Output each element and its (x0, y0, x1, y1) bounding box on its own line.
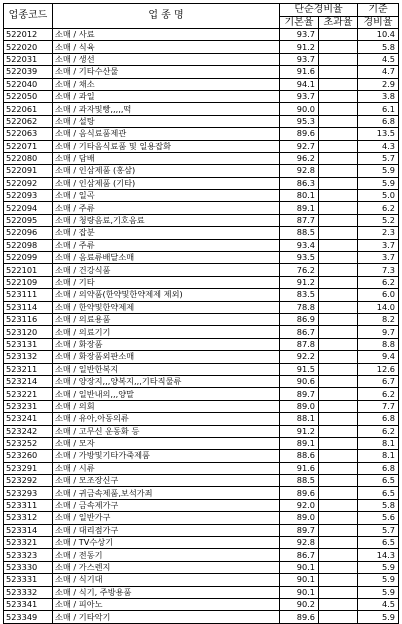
cell-over-rate (319, 190, 358, 202)
cell-over-rate (319, 598, 358, 610)
cell-base-rate: 91.2 (280, 41, 319, 53)
cell-standard-rate: 6.7 (358, 375, 399, 387)
cell-standard-rate: 5.7 (358, 524, 399, 536)
table-row (4, 152, 399, 164)
cell-over-rate (319, 537, 358, 549)
cell-code: 522109 (4, 276, 53, 288)
table-row (4, 90, 399, 102)
cell-name: 소매 / 채소 (53, 78, 280, 90)
cell-over-rate (319, 301, 358, 313)
cell-name: 소매 / 대리점가구 (53, 524, 280, 536)
table-row (4, 487, 399, 499)
cell-name: 소매 / 귀금속제품,보석가죄 (53, 487, 280, 499)
cell-code: 522095 (4, 214, 53, 226)
cell-code: 522031 (4, 53, 53, 65)
cell-code: 523292 (4, 475, 53, 487)
cell-code: 523331 (4, 574, 53, 586)
cell-name: 소매 / 생선 (53, 53, 280, 65)
cell-over-rate (319, 524, 358, 536)
cell-standard-rate: 4.5 (358, 53, 399, 65)
cell-standard-rate: 4.5 (358, 598, 399, 610)
table-row (4, 413, 399, 425)
cell-name: 소매 / 설탕 (53, 115, 280, 127)
cell-code: 522096 (4, 227, 53, 239)
cell-base-rate: 89.1 (280, 202, 319, 214)
cell-name: 소매 / 인삼제품 (홍삼) (53, 165, 280, 177)
cell-standard-rate: 6.5 (358, 475, 399, 487)
cell-base-rate: 93.4 (280, 239, 319, 251)
cell-name: 소매 / 주류 (53, 202, 280, 214)
cell-name: 소매 / 화장품외판소매 (53, 351, 280, 363)
cell-code: 523116 (4, 313, 53, 325)
table-row (4, 462, 399, 474)
cell-standard-rate: 5.9 (358, 574, 399, 586)
cell-over-rate (319, 499, 358, 511)
cell-over-rate (319, 425, 358, 437)
table-row (4, 611, 399, 623)
cell-name: 소매 / 의료기기 (53, 326, 280, 338)
cell-standard-rate: 6.0 (358, 289, 399, 301)
cell-base-rate: 89.0 (280, 400, 319, 412)
cell-code: 523131 (4, 338, 53, 350)
cell-base-rate: 90.6 (280, 375, 319, 387)
cell-name: 소매 / 사료 (53, 29, 280, 41)
table-row (4, 202, 399, 214)
cell-standard-rate: 8.1 (358, 437, 399, 449)
table-row (4, 252, 399, 264)
cell-code: 523349 (4, 611, 53, 623)
table-row (4, 363, 399, 375)
table-row (4, 475, 399, 487)
cell-over-rate (319, 574, 358, 586)
cell-over-rate (319, 561, 358, 573)
cell-over-rate (319, 475, 358, 487)
cell-code: 523332 (4, 586, 53, 598)
cell-code: 523252 (4, 437, 53, 449)
cell-over-rate (319, 450, 358, 462)
cell-name: 소매 / 인삼제품 (기타) (53, 177, 280, 189)
cell-over-rate (319, 41, 358, 53)
cell-name: 소매 / 식육 (53, 41, 280, 53)
cell-base-rate: 91.6 (280, 66, 319, 78)
cell-base-rate: 86.9 (280, 313, 319, 325)
table-row (4, 41, 399, 53)
cell-code: 523312 (4, 512, 53, 524)
table-row (4, 537, 399, 549)
cell-code: 522061 (4, 103, 53, 115)
table-row (4, 388, 399, 400)
cell-name: 소매 / 일반가구 (53, 512, 280, 524)
table-row (4, 313, 399, 325)
cell-code: 523314 (4, 524, 53, 536)
cell-standard-rate: 3.7 (358, 239, 399, 251)
cell-standard-rate: 4.3 (358, 140, 399, 152)
table-row (4, 301, 399, 313)
cell-base-rate: 83.5 (280, 289, 319, 301)
table-row (4, 499, 399, 511)
cell-standard-rate: 8.2 (358, 313, 399, 325)
cell-standard-rate: 14.3 (358, 549, 399, 561)
cell-standard-rate: 3.8 (358, 90, 399, 102)
table-row (4, 128, 399, 140)
cell-over-rate (319, 400, 358, 412)
cell-base-rate: 92.8 (280, 537, 319, 549)
cell-standard-rate: 10.4 (358, 29, 399, 41)
cell-standard-rate: 12.6 (358, 363, 399, 375)
cell-standard-rate: 5.2 (358, 214, 399, 226)
cell-standard-rate: 4.7 (358, 66, 399, 78)
cell-code: 522091 (4, 165, 53, 177)
cell-name: 소매 / 한약및한약제제 (53, 301, 280, 313)
cell-code: 522020 (4, 41, 53, 53)
table-row (4, 524, 399, 536)
cell-over-rate (319, 115, 358, 127)
cell-base-rate: 92.8 (280, 165, 319, 177)
cell-over-rate (319, 152, 358, 164)
cell-name: 소매 / 의약품(한약및한약제제 제외) (53, 289, 280, 301)
cell-base-rate: 93.5 (280, 252, 319, 264)
cell-name: 소매 / 잡분 (53, 227, 280, 239)
table-row (4, 165, 399, 177)
cell-base-rate: 91.2 (280, 425, 319, 437)
cell-name: 소매 / 유아,아동의류 (53, 413, 280, 425)
cell-standard-rate: 5.9 (358, 165, 399, 177)
cell-standard-rate: 6.2 (358, 425, 399, 437)
cell-over-rate (319, 252, 358, 264)
cell-standard-rate: 5.7 (358, 152, 399, 164)
table-body (4, 29, 399, 624)
cell-name: 소매 / 양장지,,,양복지,,,기타직물류 (53, 375, 280, 387)
cell-standard-rate: 5.9 (358, 177, 399, 189)
cell-standard-rate: 5.9 (358, 586, 399, 598)
cell-base-rate: 93.7 (280, 29, 319, 41)
cell-over-rate (319, 165, 358, 177)
table-row (4, 29, 399, 41)
cell-code: 522050 (4, 90, 53, 102)
header-base-rate: 기본율 (280, 17, 319, 29)
cell-code: 522039 (4, 66, 53, 78)
cell-over-rate (319, 53, 358, 65)
cell-code: 523330 (4, 561, 53, 573)
cell-over-rate (319, 128, 358, 140)
cell-code: 522080 (4, 152, 53, 164)
cell-code: 522093 (4, 190, 53, 202)
cell-name: 소매 / 과자및빵,,,,,떡 (53, 103, 280, 115)
cell-code: 523132 (4, 351, 53, 363)
cell-name: 소매 / 주류 (53, 239, 280, 251)
cell-name: 소매 / 식기, 주방용품 (53, 586, 280, 598)
cell-standard-rate: 2.9 (358, 78, 399, 90)
cell-standard-rate: 6.5 (358, 487, 399, 499)
cell-standard-rate: 6.1 (358, 103, 399, 115)
cell-name: 소매 / 일곡 (53, 190, 280, 202)
expense-rate-table (3, 3, 399, 624)
cell-name: 소매 / 음료류배달소매 (53, 252, 280, 264)
cell-base-rate: 78.8 (280, 301, 319, 313)
cell-code: 523214 (4, 375, 53, 387)
cell-code: 523241 (4, 413, 53, 425)
cell-base-rate: 86.7 (280, 549, 319, 561)
cell-base-rate: 91.5 (280, 363, 319, 375)
cell-standard-rate: 2.3 (358, 227, 399, 239)
table-row (4, 549, 399, 561)
cell-base-rate: 90.1 (280, 586, 319, 598)
cell-name: 소매 / 담배 (53, 152, 280, 164)
cell-base-rate: 89.0 (280, 512, 319, 524)
cell-base-rate: 90.2 (280, 598, 319, 610)
table-row (4, 276, 399, 288)
cell-standard-rate: 9.4 (358, 351, 399, 363)
table-row (4, 177, 399, 189)
cell-over-rate (319, 78, 358, 90)
cell-over-rate (319, 338, 358, 350)
cell-name: 소매 / 식기대 (53, 574, 280, 586)
cell-name: 소매 / 시류 (53, 462, 280, 474)
cell-standard-rate: 5.8 (358, 41, 399, 53)
cell-name: 소매 / 청량음료,기호음료 (53, 214, 280, 226)
cell-base-rate: 92.7 (280, 140, 319, 152)
cell-base-rate: 92.2 (280, 351, 319, 363)
cell-code: 523231 (4, 400, 53, 412)
cell-over-rate (319, 549, 358, 561)
cell-over-rate (319, 140, 358, 152)
header-code: 업종코드 (4, 4, 53, 29)
cell-name: 소매 / 고무신 운동화 등 (53, 425, 280, 437)
cell-name: 소매 / 일반내의,,,양말 (53, 388, 280, 400)
cell-over-rate (319, 462, 358, 474)
cell-name: 소매 / 모자 (53, 437, 280, 449)
cell-standard-rate: 6.5 (358, 537, 399, 549)
cell-code: 523291 (4, 462, 53, 474)
cell-name: 소매 / 가방및기타가죽제품 (53, 450, 280, 462)
cell-over-rate (319, 512, 358, 524)
table-row (4, 561, 399, 573)
rate-table-container (3, 3, 399, 624)
table-row (4, 586, 399, 598)
cell-base-rate: 91.6 (280, 462, 319, 474)
cell-base-rate: 93.7 (280, 90, 319, 102)
cell-name: 소매 / TV수상기 (53, 537, 280, 549)
cell-code: 523311 (4, 499, 53, 511)
cell-base-rate: 92.0 (280, 499, 319, 511)
table-row (4, 574, 399, 586)
cell-base-rate: 86.7 (280, 326, 319, 338)
table-row (4, 425, 399, 437)
cell-name: 소매 / 기타음식료품 및 일용잡화 (53, 140, 280, 152)
cell-standard-rate: 8.8 (358, 338, 399, 350)
table-row (4, 227, 399, 239)
cell-code: 523242 (4, 425, 53, 437)
cell-over-rate (319, 239, 358, 251)
table-row (4, 512, 399, 524)
cell-base-rate: 91.2 (280, 276, 319, 288)
cell-over-rate (319, 413, 358, 425)
cell-base-rate: 89.7 (280, 524, 319, 536)
cell-name: 소매 / 가스렌지 (53, 561, 280, 573)
table-row (4, 140, 399, 152)
cell-name: 소매 / 기타악기 (53, 611, 280, 623)
cell-standard-rate: 6.8 (358, 115, 399, 127)
cell-name: 소매 / 일반한복지 (53, 363, 280, 375)
cell-code: 522094 (4, 202, 53, 214)
cell-code: 522092 (4, 177, 53, 189)
cell-base-rate: 80.1 (280, 190, 319, 202)
cell-over-rate (319, 611, 358, 623)
table-row (4, 214, 399, 226)
cell-base-rate: 87.8 (280, 338, 319, 350)
cell-name: 소매 / 과일 (53, 90, 280, 102)
cell-name: 소매 / 모조장신구 (53, 475, 280, 487)
cell-name: 소매 / 의회 (53, 400, 280, 412)
cell-code: 523111 (4, 289, 53, 301)
cell-standard-rate: 5.9 (358, 611, 399, 623)
table-row (4, 78, 399, 90)
cell-base-rate: 90.1 (280, 574, 319, 586)
cell-code: 523323 (4, 549, 53, 561)
cell-code: 523211 (4, 363, 53, 375)
cell-code: 523341 (4, 598, 53, 610)
cell-standard-rate: 9.7 (358, 326, 399, 338)
table-row (4, 115, 399, 127)
table-row (4, 450, 399, 462)
cell-standard-rate: 8.1 (358, 450, 399, 462)
cell-code: 523221 (4, 388, 53, 400)
cell-code: 523120 (4, 326, 53, 338)
cell-over-rate (319, 375, 358, 387)
cell-base-rate: 89.6 (280, 611, 319, 623)
cell-base-rate: 96.2 (280, 152, 319, 164)
cell-code: 522098 (4, 239, 53, 251)
cell-code: 523114 (4, 301, 53, 313)
cell-code: 522040 (4, 78, 53, 90)
cell-base-rate: 90.0 (280, 103, 319, 115)
table-header (4, 4, 399, 29)
cell-base-rate: 93.7 (280, 53, 319, 65)
cell-over-rate (319, 289, 358, 301)
cell-base-rate: 88.5 (280, 475, 319, 487)
table-row (4, 351, 399, 363)
cell-over-rate (319, 313, 358, 325)
cell-standard-rate: 6.2 (358, 202, 399, 214)
table-row (4, 598, 399, 610)
header-simple-rate: 단순경비율 (280, 4, 358, 17)
cell-name: 소매 / 음식료품제관 (53, 128, 280, 140)
cell-standard-rate: 5.6 (358, 512, 399, 524)
cell-name: 소매 / 건강식품 (53, 264, 280, 276)
cell-over-rate (319, 90, 358, 102)
table-row (4, 190, 399, 202)
header-standard-rate-line1: 기준 (358, 4, 399, 17)
table-row (4, 289, 399, 301)
cell-over-rate (319, 202, 358, 214)
header-name: 업 종 명 (53, 4, 280, 29)
cell-base-rate: 89.6 (280, 487, 319, 499)
table-row (4, 103, 399, 115)
cell-name: 소매 / 피아노 (53, 598, 280, 610)
cell-base-rate: 94.1 (280, 78, 319, 90)
cell-base-rate: 86.3 (280, 177, 319, 189)
table-row (4, 375, 399, 387)
cell-name: 소매 / 기타수산물 (53, 66, 280, 78)
cell-over-rate (319, 227, 358, 239)
header-standard-rate-line2: 경비율 (358, 17, 399, 29)
cell-base-rate: 88.1 (280, 413, 319, 425)
cell-base-rate: 89.1 (280, 437, 319, 449)
cell-over-rate (319, 29, 358, 41)
cell-base-rate: 90.1 (280, 561, 319, 573)
cell-base-rate: 88.6 (280, 450, 319, 462)
cell-code: 523293 (4, 487, 53, 499)
table-row (4, 66, 399, 78)
table-row (4, 239, 399, 251)
cell-over-rate (319, 437, 358, 449)
cell-base-rate: 87.7 (280, 214, 319, 226)
cell-name: 소매 / 전동기 (53, 549, 280, 561)
cell-standard-rate: 3.7 (358, 252, 399, 264)
cell-over-rate (319, 264, 358, 276)
cell-standard-rate: 5.0 (358, 190, 399, 202)
cell-standard-rate: 7.7 (358, 400, 399, 412)
cell-over-rate (319, 66, 358, 78)
cell-base-rate: 89.6 (280, 128, 319, 140)
cell-base-rate: 88.5 (280, 227, 319, 239)
cell-over-rate (319, 388, 358, 400)
table-row (4, 400, 399, 412)
cell-code: 522062 (4, 115, 53, 127)
cell-over-rate (319, 214, 358, 226)
cell-over-rate (319, 586, 358, 598)
table-row (4, 437, 399, 449)
cell-code: 522012 (4, 29, 53, 41)
cell-standard-rate: 6.8 (358, 462, 399, 474)
cell-name: 소매 / 금속제가구 (53, 499, 280, 511)
cell-over-rate (319, 177, 358, 189)
cell-over-rate (319, 326, 358, 338)
cell-base-rate: 95.3 (280, 115, 319, 127)
cell-standard-rate: 7.3 (358, 264, 399, 276)
cell-base-rate: 76.2 (280, 264, 319, 276)
header-over-rate: 초과율 (319, 17, 358, 29)
table-row (4, 53, 399, 65)
cell-name: 소매 / 화장품 (53, 338, 280, 350)
table-row (4, 338, 399, 350)
table-row (4, 326, 399, 338)
cell-name: 소매 / 기타 (53, 276, 280, 288)
table-row (4, 264, 399, 276)
cell-code: 522099 (4, 252, 53, 264)
cell-base-rate: 89.7 (280, 388, 319, 400)
cell-code: 522071 (4, 140, 53, 152)
cell-name: 소매 / 의료용품 (53, 313, 280, 325)
cell-standard-rate: 5.9 (358, 561, 399, 573)
cell-standard-rate: 6.8 (358, 413, 399, 425)
cell-over-rate (319, 487, 358, 499)
cell-over-rate (319, 103, 358, 115)
cell-over-rate (319, 276, 358, 288)
cell-standard-rate: 6.2 (358, 388, 399, 400)
cell-code: 523321 (4, 537, 53, 549)
cell-standard-rate: 13.5 (358, 128, 399, 140)
cell-code: 523260 (4, 450, 53, 462)
cell-code: 522063 (4, 128, 53, 140)
cell-standard-rate: 5.8 (358, 499, 399, 511)
cell-standard-rate: 6.2 (358, 276, 399, 288)
cell-standard-rate: 14.0 (358, 301, 399, 313)
cell-over-rate (319, 363, 358, 375)
cell-code: 522101 (4, 264, 53, 276)
cell-over-rate (319, 351, 358, 363)
